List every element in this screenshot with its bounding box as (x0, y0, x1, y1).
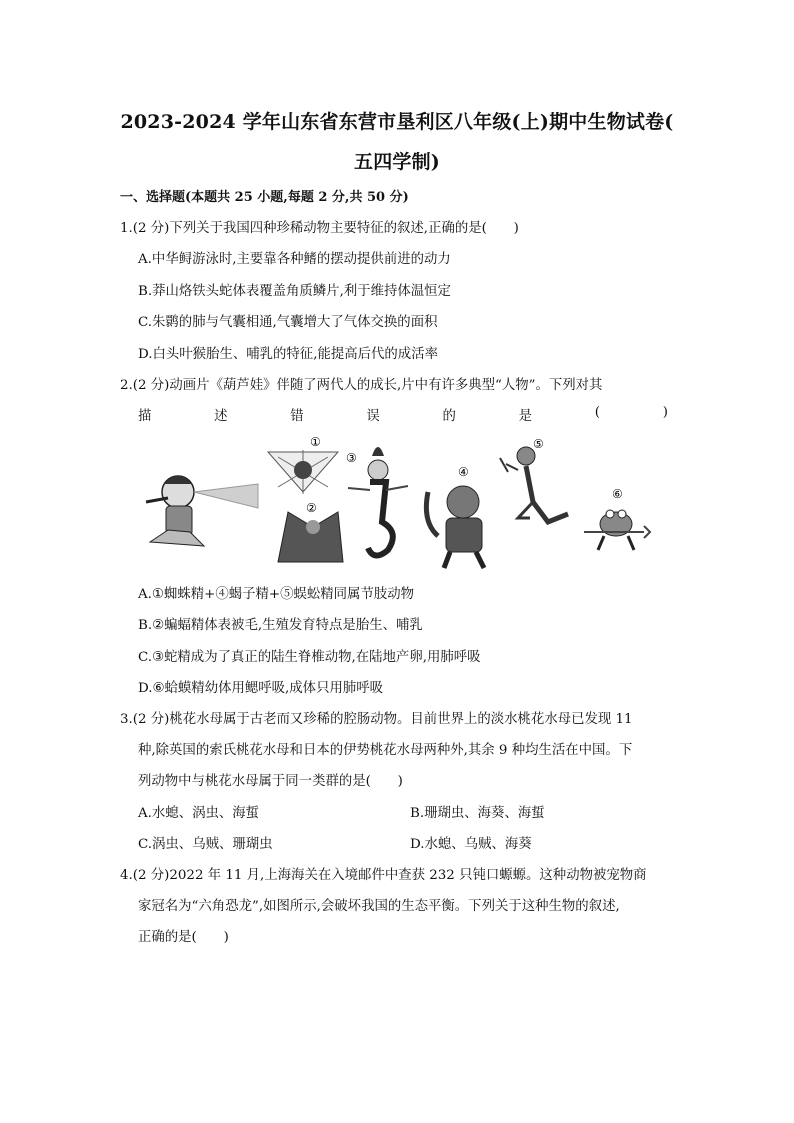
question-3-stem-line-1: 3.(2 分)桃花水母属于古老而又珍稀的腔肠动物。目前世界上的淡水桃花水母已发现 11 (120, 712, 633, 727)
question-4-stem-line-2: 家冠名为“六角恐龙”,如图所示,会破坏我国的生态平衡。下列关于这种生物的叙述, (138, 899, 620, 914)
stem-char: 描 (138, 409, 152, 424)
question-1-option-b: B.莽山烙铁头蛇体表覆盖角质鳞片,利于维持体温恒定 (138, 284, 451, 299)
figure-label-5: ⑤ (533, 437, 544, 451)
question-1-option-d: D.白头叶猴胎生、哺乳的特征,能提高后代的成活率 (138, 347, 438, 362)
figure-label-1: ① (310, 435, 321, 449)
figure-label-3: ③ (346, 451, 357, 465)
centipede-demon-illustration (500, 437, 568, 522)
section-heading: 一、选择题(本题共 25 小题,每题 2 分,共 50 分) (120, 190, 409, 205)
calabash-characters-figure (138, 432, 658, 572)
question-2-option-a: A.①蜘蛛精+④蝎子精+⑤蜈蚣精同属节肢动物 (138, 587, 415, 602)
question-3-option-d: D.水螅、乌贼、海葵 (410, 837, 532, 852)
question-1-option-a: A.中华鲟游泳时,主要靠各种鳍的摆动提供前进的动力 (138, 252, 451, 267)
question-2-stem-continued (138, 405, 668, 424)
exam-title-line-2: 五四学制) (354, 151, 440, 173)
stem-char: ( (594, 405, 600, 420)
stem-char: ) (662, 405, 668, 420)
question-2-option-c: C.③蛇精成为了真正的陆生脊椎动物,在陆地产卵,用肺呼吸 (138, 650, 481, 665)
stem-char: 述 (214, 409, 228, 424)
exam-title-line-1: 2023-2024 学年山东省东营市垦利区八年级(上)期中生物试卷( (120, 111, 674, 133)
spider-demon-illustration (268, 435, 338, 494)
question-4-stem-line-1: 4.(2 分)2022 年 11 月,上海海关在入境邮件中查获 232 只钝口螈螈。这种动物被宠物商 (120, 868, 647, 883)
toad-demon-illustration (584, 487, 650, 550)
stem-char: 的 (442, 409, 456, 424)
stem-char: 错 (290, 409, 304, 424)
figure-label-4: ④ (458, 465, 469, 479)
question-2-option-d: D.⑥蛤蟆精幼体用鳃呼吸,成体只用肺呼吸 (138, 681, 384, 696)
calabash-brother-illustration (146, 476, 258, 546)
figure-label-2: ② (306, 501, 317, 515)
question-1-option-c: C.朱鹮的肺与气囊相通,气囊增大了气体交换的面积 (138, 315, 438, 330)
question-3-option-a: A.水螅、涡虫、海蜇 (138, 806, 260, 821)
question-3-stem-line-3: 列动物中与桃花水母属于同一类群的是( ) (138, 774, 403, 789)
figure-label-6: ⑥ (612, 487, 623, 501)
question-3-option-c: C.涡虫、乌贼、珊瑚虫 (138, 837, 273, 852)
question-3-option-b: B.珊瑚虫、海葵、海蜇 (410, 806, 545, 821)
bat-demon-illustration (278, 501, 343, 562)
stem-char: 误 (366, 409, 380, 424)
question-4-stem-line-3: 正确的是( ) (138, 930, 229, 945)
question-3-stem-line-2: 种,除英国的索氏桃花水母和日本的伊势桃花水母两种外,其余 9 种均生活在中国。下 (138, 743, 633, 758)
question-1-stem: 1.(2 分)下列关于我国四种珍稀动物主要特征的叙述,正确的是( ) (120, 221, 519, 236)
stem-char: 是 (518, 409, 533, 424)
question-2-option-b: B.②蝙蝠精体表被毛,生殖发育特点是胎生、哺乳 (138, 618, 423, 633)
snake-demon-illustration (346, 447, 408, 556)
scorpion-demon-illustration (426, 465, 484, 568)
question-2-stem: 2.(2 分)动画片《葫芦娃》伴随了两代人的成长,片中有许多典型“人物”。下列对其 (120, 378, 603, 393)
